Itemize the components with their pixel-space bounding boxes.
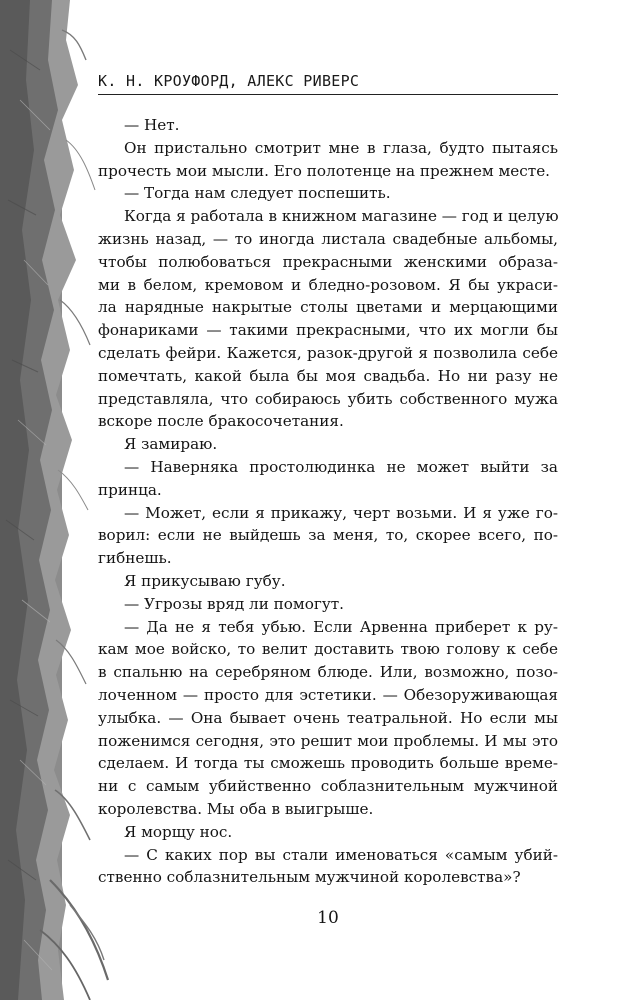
text-line: прочесть мои мысли. Его полотенце на прежнем месте.: [98, 161, 551, 180]
text-line: поженимся сегодня, это решит мои проблемы. И мы это: [98, 731, 558, 750]
text-line: лоченном — просто для эстетики. — Обезоруживающая: [98, 685, 558, 704]
text-line: гибнешь.: [98, 549, 172, 568]
text-line: кам мое войско, то велит доставить твою голову к себе: [98, 640, 558, 659]
text-line: — Тогда нам следует поспешить.: [124, 184, 391, 203]
running-head: К. Н. КРОУФОРД, АЛЕКС РИВЕРС: [98, 72, 360, 90]
text-line: улыбка. — Она бывает очень театральной. Но если мы: [98, 708, 558, 727]
page-number: 10: [317, 908, 339, 928]
text-line: Я замираю.: [124, 435, 218, 454]
text-line: — Да не я тебя убью. Если Арвенна приберет к ру-: [124, 617, 558, 636]
text-line: Я морщу нос.: [124, 822, 233, 841]
painted-edge-decoration: [0, 0, 110, 1000]
text-line: — Может, если я прикажу, черт возьми. И я уже го-: [124, 503, 558, 522]
text-line: чтобы полюбоваться прекрасными женскими образа-: [98, 252, 558, 271]
text-line: представляла, что собираюсь убить собственного мужа: [98, 389, 558, 408]
text-line: сделаем. И тогда ты сможешь проводить больше време-: [98, 754, 558, 773]
text-line: помечтать, какой была бы моя свадьба. Но ни разу не: [98, 366, 558, 385]
text-line: Когда я работала в книжном магазине — год и целую: [124, 207, 559, 226]
text-line: — С каких пор вы стали именоваться «самым убий-: [124, 845, 558, 864]
text-line: Я прикусываю губу.: [124, 571, 286, 590]
text-line: ми в белом, кремовом и бледно-розовом. Я бы украси-: [98, 275, 558, 294]
text-line: королевства. Мы оба в выигрыше.: [98, 799, 374, 818]
text-line: вскоре после бракосочетания.: [98, 412, 344, 431]
text-line: — Угрозы вряд ли помогут.: [124, 594, 344, 613]
text-line: ни с самым убийственно соблазнительным мужчиной: [98, 777, 558, 796]
text-line: ственно соблазнительным мужчиной королевства»?: [98, 868, 521, 887]
body-text: [98, 114, 558, 889]
text-line: Он пристально смотрит мне в глаза, будто пытаясь: [124, 138, 558, 157]
text-line: ворил: если не выйдешь за меня, то, скорее всего, по-: [98, 526, 558, 545]
text-line: в спальню на серебряном блюде. Или, возможно, позо-: [98, 663, 558, 682]
text-line: фонариками — такими прекрасными, что их могли бы: [98, 321, 558, 340]
header-rule: [98, 94, 558, 95]
text-line: жизнь назад, — то иногда листала свадебные альбомы,: [98, 229, 558, 248]
text-line: ла нарядные накрытые столы цветами и мерцающими: [98, 298, 558, 317]
text-line: принца.: [98, 480, 162, 499]
text-line: — Нет.: [124, 116, 180, 134]
text-line: — Наверняка простолюдинка не может выйти за: [124, 457, 558, 476]
text-line: сделать фейри. Кажется, разок-другой я позволила себе: [98, 343, 558, 362]
